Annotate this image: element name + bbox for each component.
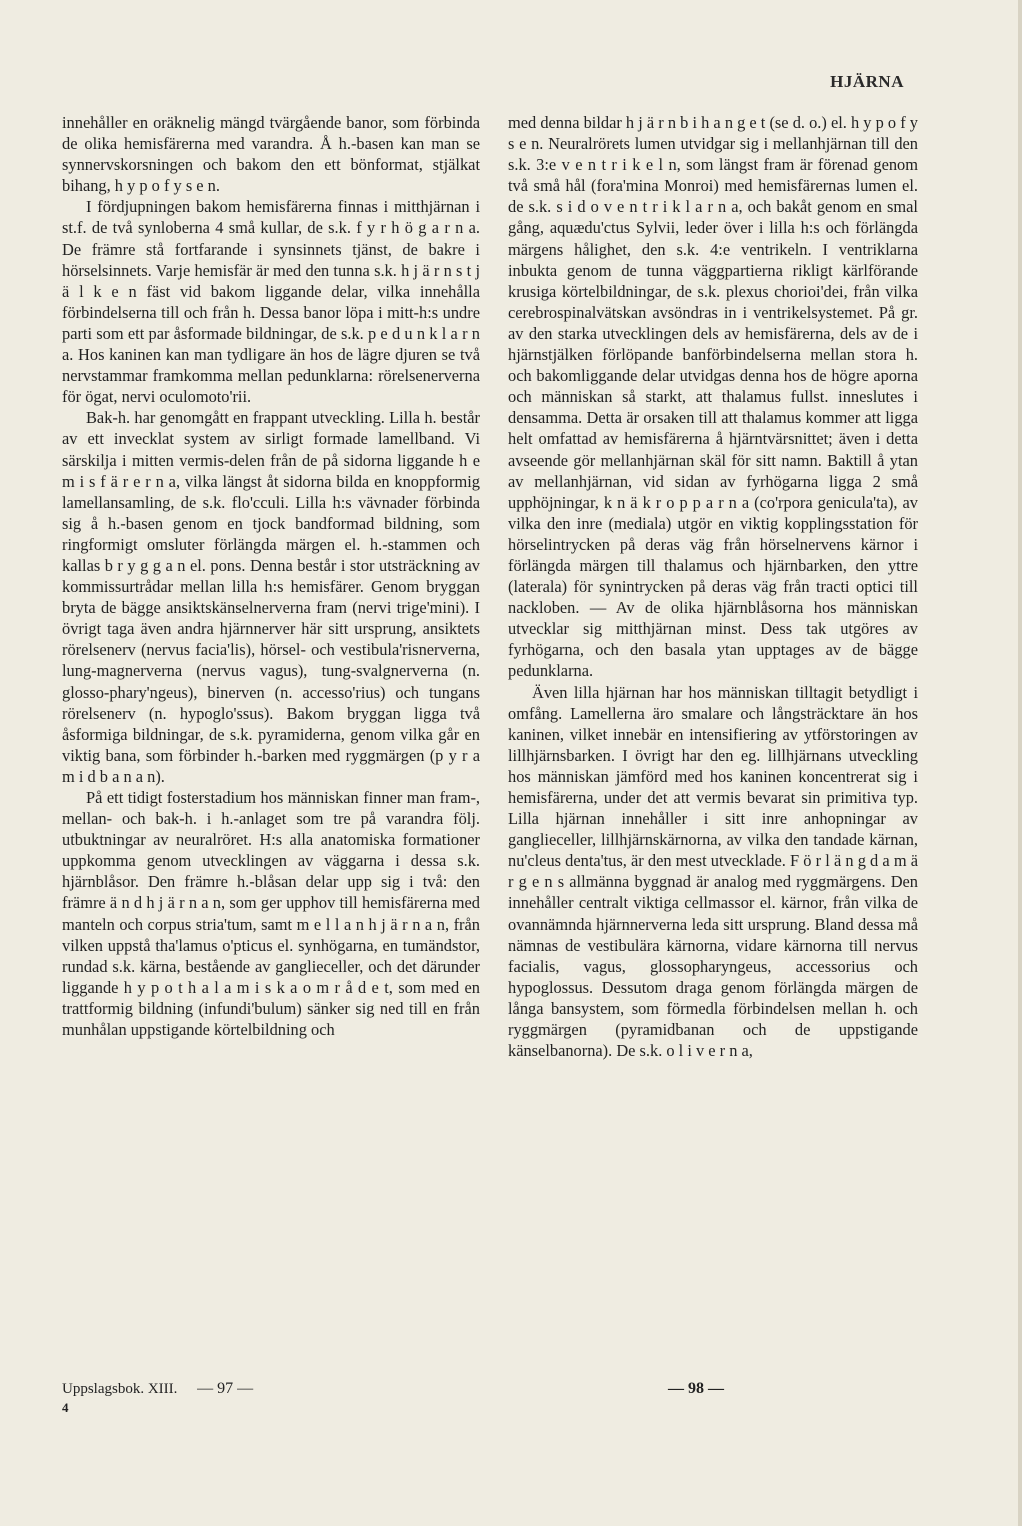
paragraph: På ett tidigt fosterstadium hos människan finner man fram-, mellan- och bak-h. i h.-anlaget som tre på varandra följ. utbuktningar av neuralröret. H:s alla anatomiska formationer uppkomma genom utvecklingen av väggarna i dessa s.k. hjärnblåsor. Den främre h.-blåsan delar upp sig i två: den främre ä n d h j ä r n a n, som ger upphov till hemisfärerna med manteln och corpus stria'tum, samt m e l l a n h j ä r n a n, från vilken uppstå tha'lamus o'pticus el. synhögarna, en tumändstor, rundad s.k. kärna, bestående av ganglieceller, och det därunder liggande h y p o t h a l a m i s k a o m r å d e t, som med en trattformig bildning (infundi'bulum) sänker sig ned till en från munhålan uppstigande körtelbildning och [62,788,480,1040]
page-number-right: — 98 — [668,1380,724,1397]
page-number-left: — 97 — [197,1380,254,1397]
right-column [508,112,918,1061]
left-column [62,112,480,1040]
footer-book-label: Uppslagsbok. XIII. [62,1381,178,1397]
printer-signature: 4 [62,1400,69,1415]
paragraph: med denna bildar h j ä r n b i h a n g e t (se d. o.) el. h y p o f y s e n. Neuralrörets lumen utvidgar sig i mellanhjärnan till den s.k. 3:e v e n t r i k e l n, som längst fram är förenad genom två små hål (fora'mina Monroi) med hemisfärernas lumen el. de s.k. s i d o v e n t r i k l a r n a, och bakåt genom en smal gång, aquædu'ctus Sylvii, leder över i lilla h:s och förlängda märgens hålighet, den s.k. 4:e ventrikeln. I ventriklarna inbukta genom de tunna väggpartierna rikligt kärlförande krusiga körtelbildningar, de s.k. plexus chorioi'dei, från vilka cerebrospinalvätskan avsöndras in i ventrikelsystemet. På gr. av den starka utvecklingen dels av hemisfärerna, dels av de i hjärnstjälken förlöpande banförbindelserna mellan stora h. och bakomliggande delar utvidgas denna hos de högre aporna och människan så starkt, att thalamus fullst. inneslutes i densamma. Detta är orsaken till att thalamus kommer att ligga helt omfattad av hemisfärerna å hjärntvärsnittet; även i detta avseende gör mellanhjärnan skäl för sitt namn. Baktill å ytan av mellanhjärnan, vid sidan av fyrhögarna ligga 2 små upphöjningar, k n ä k r o p p a r n a (co'rpora genicula'ta), av vilka den inre (mediala) utgör en viktig kopplingsstation för hörselintrycken på deras väg från hörselnervens kärnor i förlängda märgen till thalamus och hjärnbarken, den yttre (laterala) för synintrycken på deras väg från tracti optici till nackloben. — Av de olika hjärnblåsorna hos människan utvecklar sig mitthjärnan minst. Dess tak utgöres av fyrhögarna, och den basala ytan upptages av de bägge pedunklarna. [508,113,918,681]
paragraph: I fördjupningen bakom hemisfärerna finnas i mitthjärnan i st.f. de två synloberna 4 små kullar, de s.k. f y r h ö g a r n a. De främre stå fortfarande i synsinnets tjänst, de bakre i hörselsinnets. Varje hemisfär är med den tunna s.k. h j ä r n s t j ä l k e n fäst vid bakom liggande delar, vilka innehålla förbindelserna till och från h. Dessa banor löpa i mitt-h:s undre parti som ett par åsformade bildningar, de s.k. p e d u n k l a r n a. Hos kaninen kan man tydligare än hos de lägre djuren se två nervstammar framkomma mellan pedunklarna: rörelsenerverna för ögat, nervi oculomoto'rii. [62,197,480,407]
scan-edge-divider [1018,0,1022,1526]
footer-left [62,1380,253,1398]
paragraph: innehåller en oräknelig mängd tvärgående banor, som förbinda de olika hemisfärerna med varandra. Å h.-basen kan man se synnervskorsningen och bakom den ett bönformat, stjälkat bihang, h y p o f y s e n. [62,113,480,196]
running-header: HJÄRNA [830,72,904,91]
paragraph: Bak-h. har genomgått en frappant utveckling. Lilla h. består av ett invecklat system av sirligt formade lamellband. Vi särskilja i mitten vermis-delen från de på sidorna liggande h e m i s f ä r e r n a, vilka längst åt sidorna bilda en knoppformig lamellansamling, de s.k. flo'cculi. Lilla h:s vävnader förbinda sig å h.-basen genom en tjock bandformad bildning, som ringformigt omsluter förlängda märgen el. h.-stammen och kallas b r y g g a n el. pons. Denna består i stor utsträckning av kommissurtrådar mellan lilla h:s hemisfärer. Genom bryggan bryta de bägge ansiktskänselnerverna fram (nervi trige'mini). I övrigt taga även andra hjärnnerver här sitt ursprung, ansiktets rörelsenerv (nervus facia'lis), hörsel- och vestibula'risnerverna, lung-magnerverna (nervus vagus), tung-svalgnerverna (n. glosso-phary'ngeus), binerven (n. accesso'rius) och tungans rörelsenerv (n. hypoglo'ssus). Bakom bryggan ligga två åsformiga bildningar, de s.k. pyramiderna, genom vilka går en viktig bana, som förbinder h.-barken med ryggmärgen (p y r a m i d b a n a n). [62,408,480,786]
paragraph: Även lilla hjärnan har hos människan tilltagit betydligt i omfång. Lamellerna äro smalare och långsträcktare än hos kaninen, vilket innebär en intensifiering av ytförstoringen av lillhjärnsbarken. I övrigt har den eg. lillhjärnans utveckling hos människan jämförd med hos kaninen koncentrerat sig i hemisfärerna, under det att vermis bevarat sin primitiva typ. Lilla hjärnan innehåller i sitt inre anhopningar av ganglieceller, lillhjärnskärnorna, av vilka den tandade kärnan, nu'cleus denta'tus, är den mest utvecklade. F ö r l ä n g d a m ä r g e n s allmänna byggnad är analog med ryggmärgens. Den innehåller centralt viktiga cellmassor el. kärnor, från vilka de ovannämnda hjärnnerverna leda sitt ursprung. Bland dessa må nämnas de vestibulära kärnorna, vidare kärnorna till nervus facialis, vagus, glossopharyngeus, accessorius och hypoglossus. Dessutom draga genom förlängda märgen de långa bansystem, som förmedla förbindelsen mellan h. och ryggmärgen (pyramidbanan och de uppstigande känselbanorna). De s.k. o l i v e r n a, [508,682,918,1061]
